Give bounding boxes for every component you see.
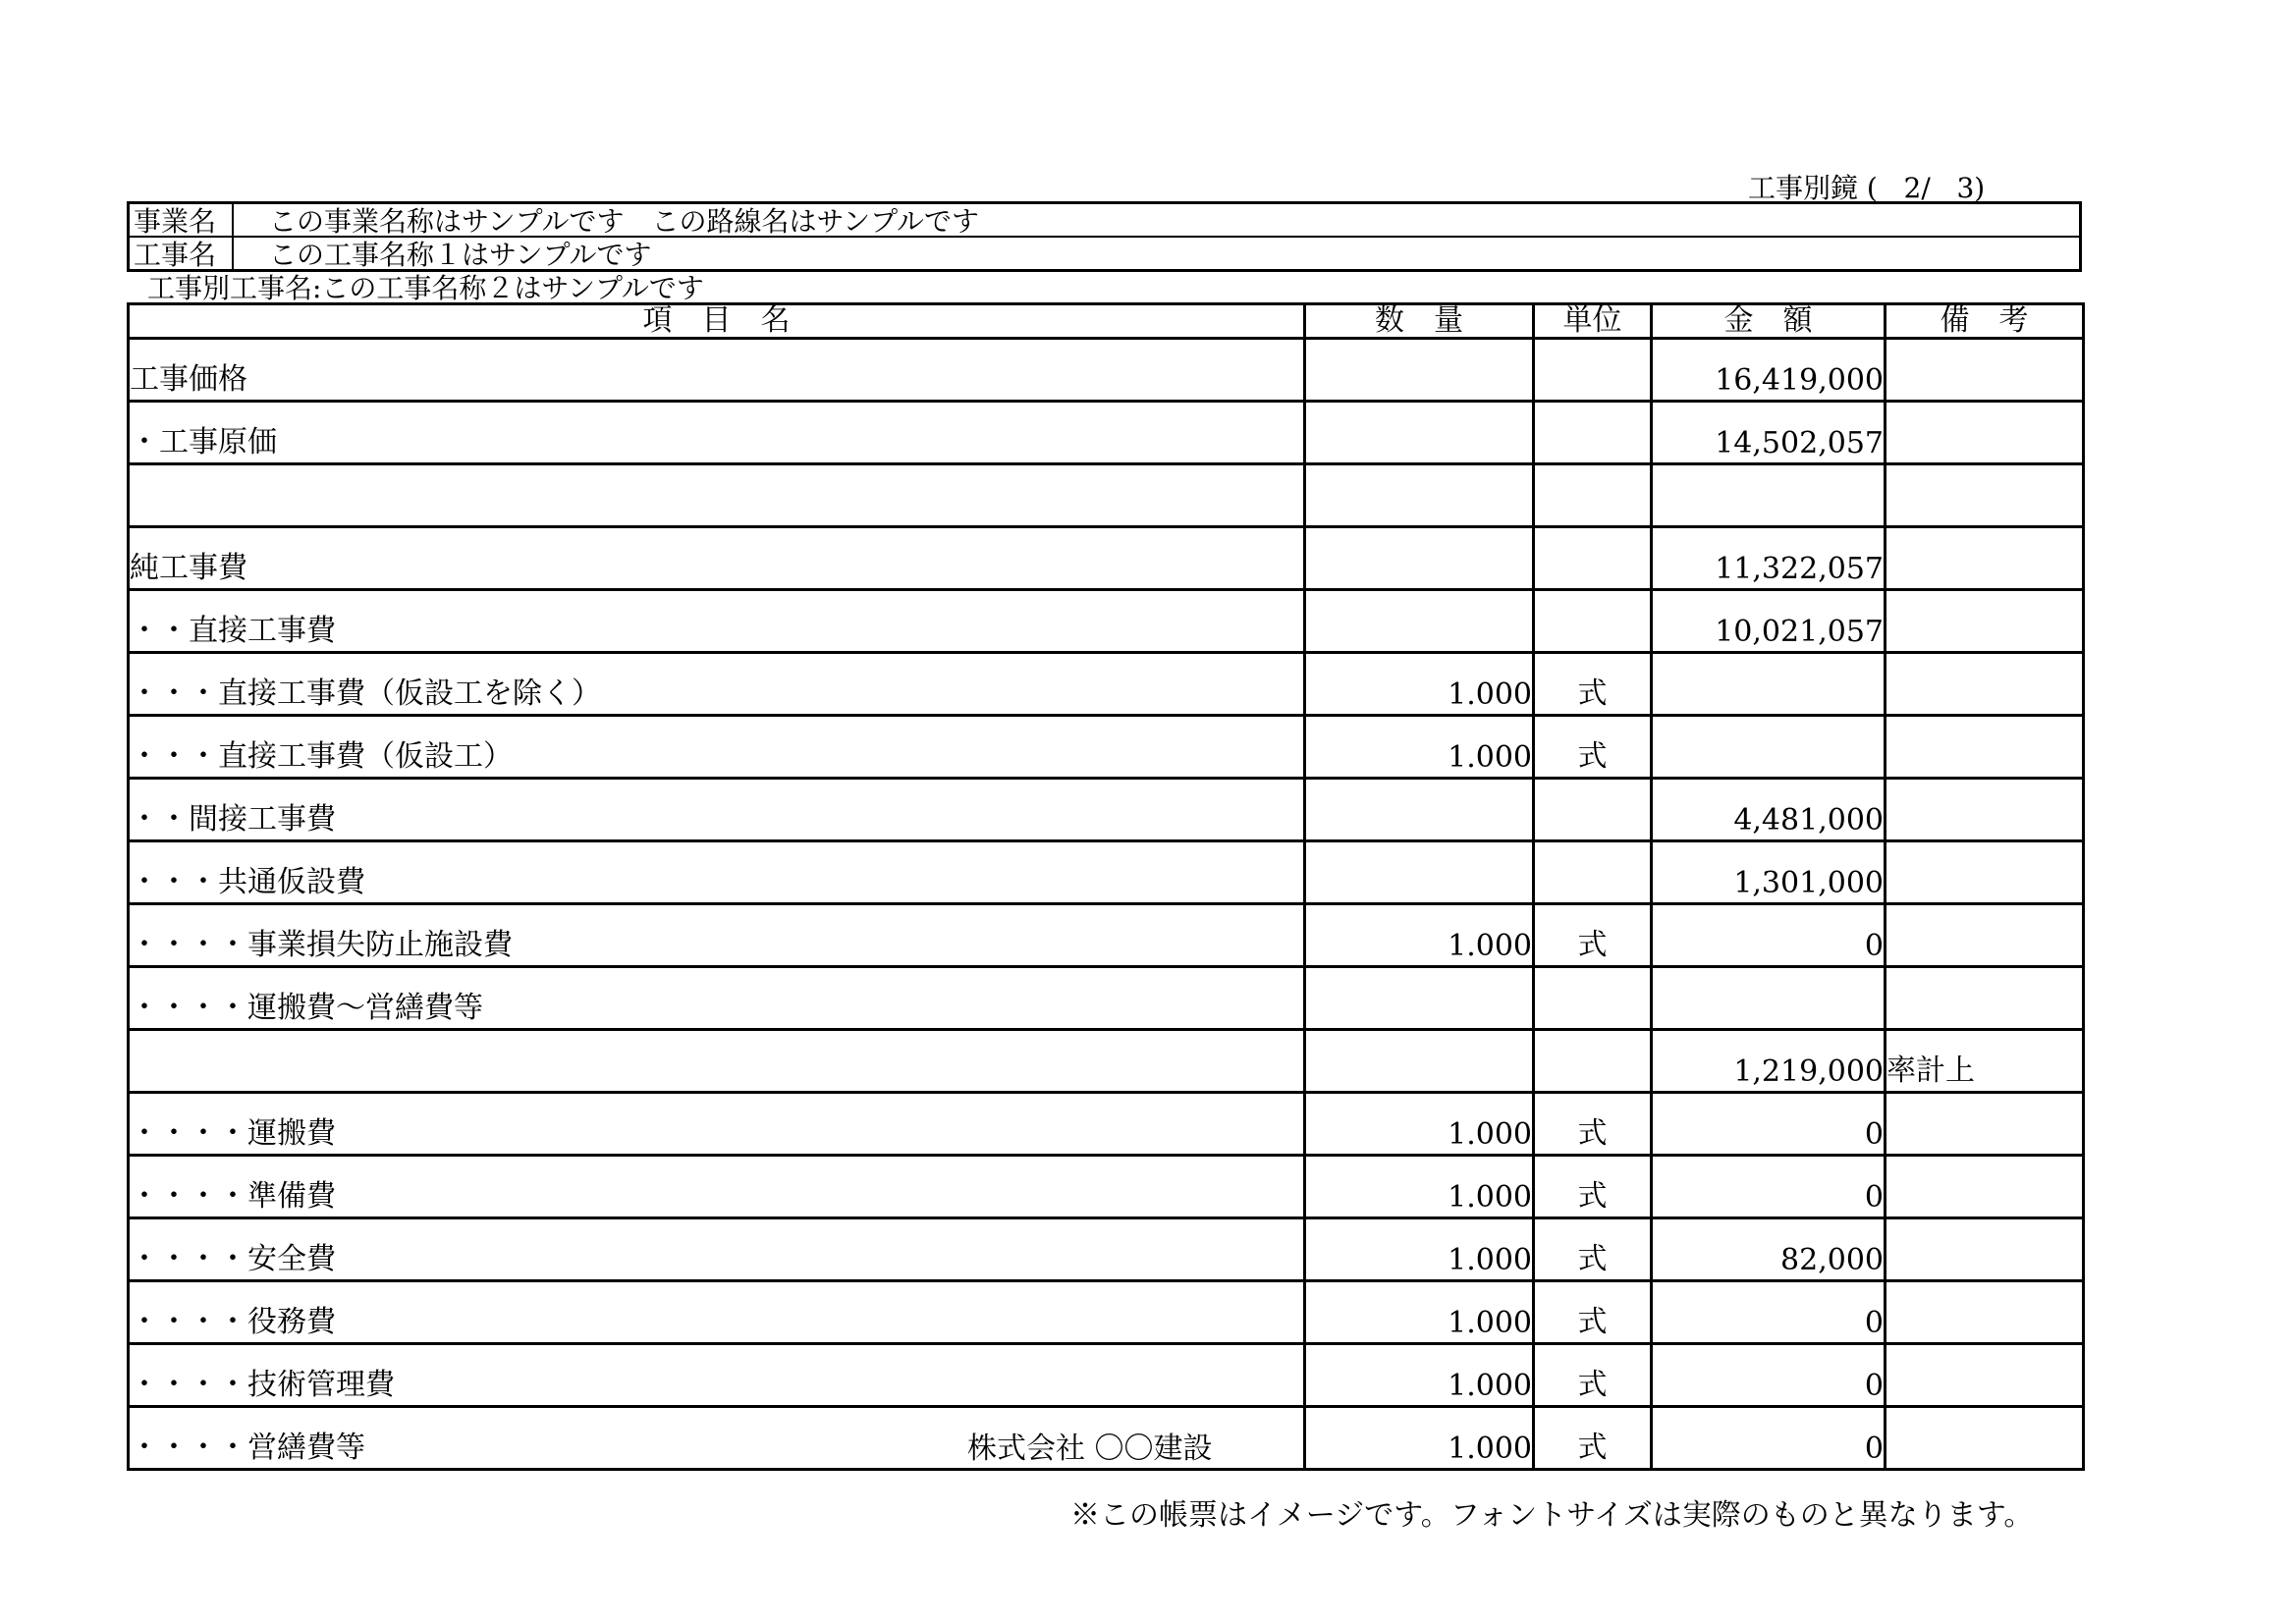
header-unit: 単位 xyxy=(1534,304,1652,339)
project-key: 事業名 xyxy=(130,204,234,236)
cost-table xyxy=(127,302,2085,1471)
cell-item-name: ・・・・技術管理費 xyxy=(129,1344,1305,1407)
cell-note xyxy=(1886,464,2084,527)
cell-quantity xyxy=(1305,590,1534,653)
cell-note xyxy=(1886,1156,2084,1218)
cell-quantity xyxy=(1305,402,1534,464)
cell-note xyxy=(1886,904,2084,967)
cell-note xyxy=(1886,590,2084,653)
table-row xyxy=(129,1156,2084,1218)
cell-quantity xyxy=(1305,967,1534,1030)
cell-item-name: 純工事費 xyxy=(129,527,1305,590)
cell-note xyxy=(1886,653,2084,716)
cell-item-name: ・・・・役務費 xyxy=(129,1281,1305,1344)
cell-unit xyxy=(1534,779,1652,841)
table-row xyxy=(129,841,2084,904)
cell-unit: 式 xyxy=(1534,716,1652,779)
cell-quantity xyxy=(1305,841,1534,904)
cell-item-name: ・・・・運搬費 xyxy=(129,1093,1305,1156)
cell-quantity xyxy=(1305,1030,1534,1093)
cell-item-name: 工事価格 xyxy=(129,339,1305,402)
cell-amount: 0 xyxy=(1652,1344,1886,1407)
table-row xyxy=(129,590,2084,653)
cell-quantity: 1.000 xyxy=(1305,716,1534,779)
cell-quantity xyxy=(1305,527,1534,590)
cell-amount: 1,301,000 xyxy=(1652,841,1886,904)
cell-unit xyxy=(1534,841,1652,904)
work-key: 工事名 xyxy=(130,238,234,269)
table-row xyxy=(129,1344,2084,1407)
table-row xyxy=(129,967,2084,1030)
cell-unit: 式 xyxy=(1534,1281,1652,1344)
cell-quantity: 1.000 xyxy=(1305,653,1534,716)
cell-item-name xyxy=(129,1030,1305,1093)
cell-quantity: 1.000 xyxy=(1305,1093,1534,1156)
table-row xyxy=(129,527,2084,590)
cell-item-name: ・・・直接工事費（仮設工） xyxy=(129,716,1305,779)
cell-unit xyxy=(1534,967,1652,1030)
cell-unit xyxy=(1534,402,1652,464)
cell-unit xyxy=(1534,590,1652,653)
cell-quantity: 1.000 xyxy=(1305,904,1534,967)
table-row xyxy=(129,653,2084,716)
cell-unit: 式 xyxy=(1534,1218,1652,1281)
cell-note xyxy=(1886,1407,2084,1470)
table-row xyxy=(129,1093,2084,1156)
header-amount: 金 額 xyxy=(1652,304,1886,339)
cell-amount xyxy=(1652,464,1886,527)
header-quantity: 数 量 xyxy=(1305,304,1534,339)
cell-quantity: 1.000 xyxy=(1305,1407,1534,1470)
cell-item-name: ・・・共通仮設費 xyxy=(129,841,1305,904)
cell-amount: 11,322,057 xyxy=(1652,527,1886,590)
cell-item-name: ・・・・営繕費等 xyxy=(129,1407,1305,1470)
project-value: この事業名称はサンプルです この路線名はサンプルです xyxy=(269,205,979,238)
cell-unit: 式 xyxy=(1534,653,1652,716)
table-row xyxy=(129,339,2084,402)
cell-note xyxy=(1886,967,2084,1030)
cell-amount: 0 xyxy=(1652,1407,1886,1470)
cell-amount: 0 xyxy=(1652,904,1886,967)
cell-note xyxy=(1886,841,2084,904)
cell-item-name: ・・・・準備費 xyxy=(129,1156,1305,1218)
cell-amount xyxy=(1652,653,1886,716)
cell-unit xyxy=(1534,527,1652,590)
cell-item-name: ・・・・事業損失防止施設費 xyxy=(129,904,1305,967)
cell-unit xyxy=(1534,1030,1652,1093)
cell-amount: 82,000 xyxy=(1652,1218,1886,1281)
cell-unit xyxy=(1534,339,1652,402)
cell-unit: 式 xyxy=(1534,1156,1652,1218)
header-item-name: 項 目 名 xyxy=(129,304,1305,339)
table-row xyxy=(129,1218,2084,1281)
cell-amount: 0 xyxy=(1652,1156,1886,1218)
cell-amount: 14,502,057 xyxy=(1652,402,1886,464)
cell-quantity: 1.000 xyxy=(1305,1156,1534,1218)
table-row xyxy=(129,716,2084,779)
cell-item-name: ・・直接工事費 xyxy=(129,590,1305,653)
cell-unit: 式 xyxy=(1534,904,1652,967)
cell-item-name: ・・・・安全費 xyxy=(129,1218,1305,1281)
cell-item-name: ・・・直接工事費（仮設工を除く） xyxy=(129,653,1305,716)
company-name: 株式会社 〇〇建設 xyxy=(967,1432,1213,1466)
table-header-row xyxy=(129,304,2084,339)
work-value: この工事名称１はサンプルです xyxy=(269,239,652,271)
cell-quantity xyxy=(1305,779,1534,841)
cell-note xyxy=(1886,1218,2084,1281)
page-label: 工事別鏡 ( 2/ 3) xyxy=(1748,172,1986,204)
cell-note xyxy=(1886,1093,2084,1156)
cell-note xyxy=(1886,339,2084,402)
cell-amount: 4,481,000 xyxy=(1652,779,1886,841)
table-row xyxy=(129,904,2084,967)
cell-quantity xyxy=(1305,339,1534,402)
cell-quantity: 1.000 xyxy=(1305,1218,1534,1281)
cell-quantity xyxy=(1305,464,1534,527)
cell-item-name: ・・・・運搬費～営繕費等 xyxy=(129,967,1305,1030)
sub-title: 工事別工事名:この工事名称２はサンプルです xyxy=(147,272,704,304)
info-box xyxy=(127,201,2082,272)
cell-amount: 1,219,000 xyxy=(1652,1030,1886,1093)
cell-note: 率計上 xyxy=(1886,1030,2084,1093)
cell-amount xyxy=(1652,967,1886,1030)
cell-amount xyxy=(1652,716,1886,779)
table-row xyxy=(129,1030,2084,1093)
cell-quantity: 1.000 xyxy=(1305,1344,1534,1407)
project-row xyxy=(130,204,2079,236)
cell-item-name: ・・間接工事費 xyxy=(129,779,1305,841)
header-note: 備 考 xyxy=(1886,304,2084,339)
cell-unit: 式 xyxy=(1534,1093,1652,1156)
cell-note xyxy=(1886,1344,2084,1407)
cell-note xyxy=(1886,716,2084,779)
table-row xyxy=(129,464,2084,527)
footer-note: ※この帳票はイメージです。フォントサイズは実際のものと異なります。 xyxy=(1070,1498,2034,1533)
cell-unit xyxy=(1534,464,1652,527)
cell-quantity: 1.000 xyxy=(1305,1281,1534,1344)
cell-amount: 0 xyxy=(1652,1093,1886,1156)
table-row xyxy=(129,402,2084,464)
cell-item-name xyxy=(129,464,1305,527)
cell-note xyxy=(1886,402,2084,464)
cell-amount: 16,419,000 xyxy=(1652,339,1886,402)
work-row xyxy=(130,236,2079,269)
table-row xyxy=(129,1281,2084,1344)
cell-note xyxy=(1886,779,2084,841)
cell-unit: 式 xyxy=(1534,1344,1652,1407)
cell-item-name: ・工事原価 xyxy=(129,402,1305,464)
cell-note xyxy=(1886,1281,2084,1344)
cell-unit: 式 xyxy=(1534,1407,1652,1470)
cell-amount: 10,021,057 xyxy=(1652,590,1886,653)
cell-amount: 0 xyxy=(1652,1281,1886,1344)
cell-note xyxy=(1886,527,2084,590)
table-row xyxy=(129,779,2084,841)
